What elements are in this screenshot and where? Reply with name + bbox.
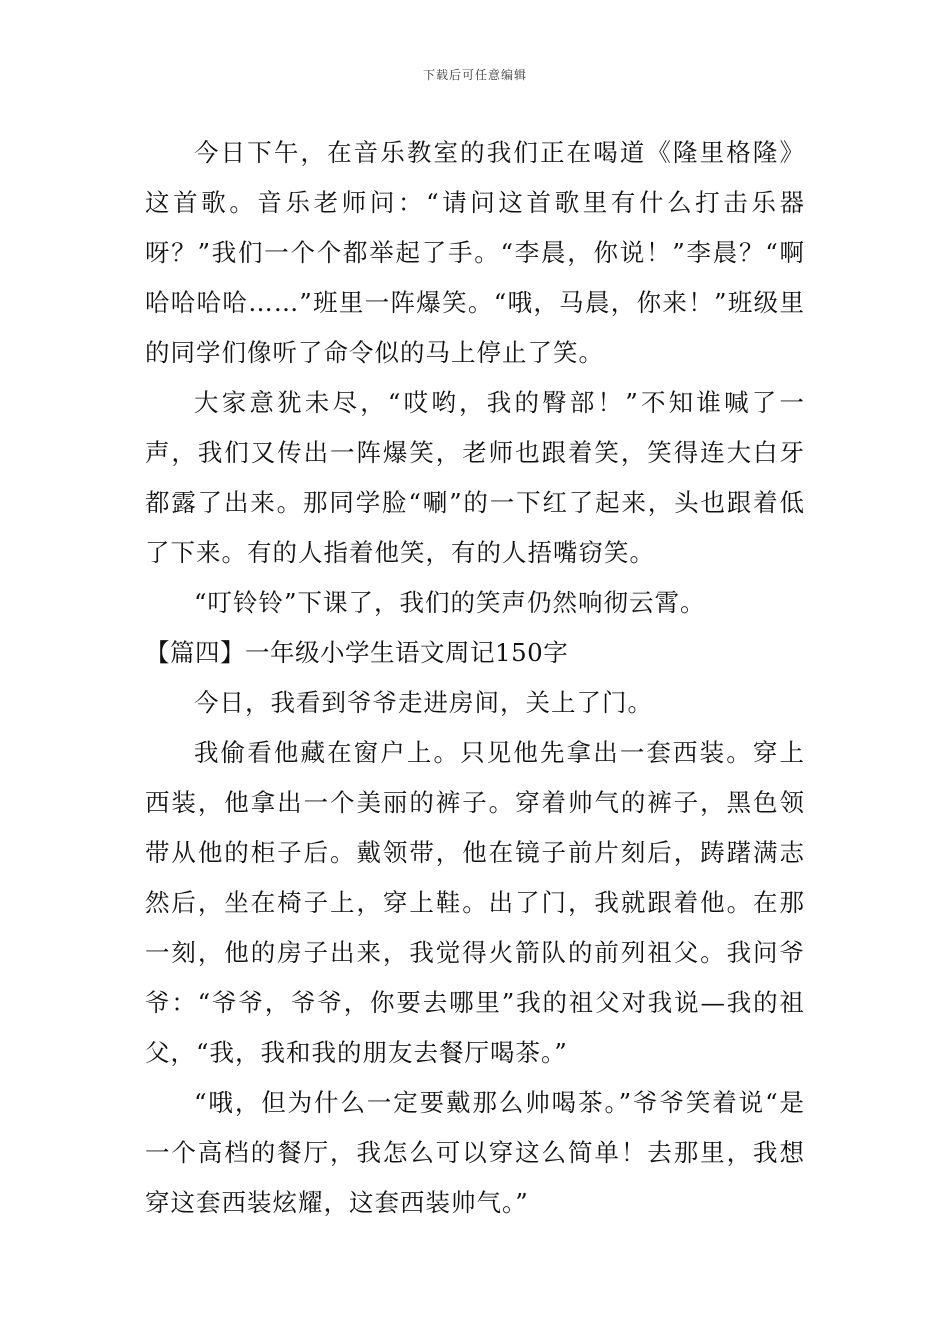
document-body: [145, 128, 805, 1228]
header-note: 下载后可任意编辑: [422, 68, 527, 82]
paragraph: 今日，我看到爷爷走进房间，关上了门。: [194, 688, 653, 717]
paragraph: “哦，但为什么一定要戴那么帅喝茶。”爷爷笑着说“是一个高档的餐厅，我怎么可以穿这么简单！去那里，我想穿这套西装炫耀，这套西装帅气。”: [145, 1088, 805, 1217]
paragraph: 今日下午，在音乐教室的我们正在喝道《隆里格隆》这首歌。音乐老师问：“请问这首歌里有什么打击乐器呀？”我们一个个都举起了手。“李晨，你说！”李晨？“啊哈哈哈哈……”班里一阵爆笑。“哦，马晨，你来！”班级里的同学们像听了命令似的马上停止了笑。: [145, 138, 805, 367]
paragraph: 大家意犹未尽，“哎哟，我的臀部！”不知谁喊了一声，我们又传出一阵爆笑，老师也跟着笑，笑得连大白牙都露了出来。那同学脸“唰”的一下红了起来，头也跟着低了下来。有的人指着他笑，有的人捂嘴窃笑。: [145, 388, 805, 567]
section-heading: 【篇四】一年级小学生语文周记150字: [145, 638, 569, 667]
paragraph: 我偷看他藏在窗户上。只见他先拿出一套西装。穿上西装，他拿出一个美丽的裤子。穿着帅气的裤子，黑色领带从他的柜子后。戴领带，他在镜子前片刻后，踌躇满志然后，坐在椅子上，穿上鞋。出了门，我就跟着他。在那一刻，他的房子出来，我觉得火箭队的前列祖父。我问爷爷：“爷爷，爷爷，你要去哪里”我的祖父对我说—我的祖父，“我，我和我的朋友去餐厅喝茶。”: [145, 738, 805, 1067]
paragraph: “叮铃铃”下课了，我们的笑声仍然响彻云霄。: [194, 588, 706, 617]
